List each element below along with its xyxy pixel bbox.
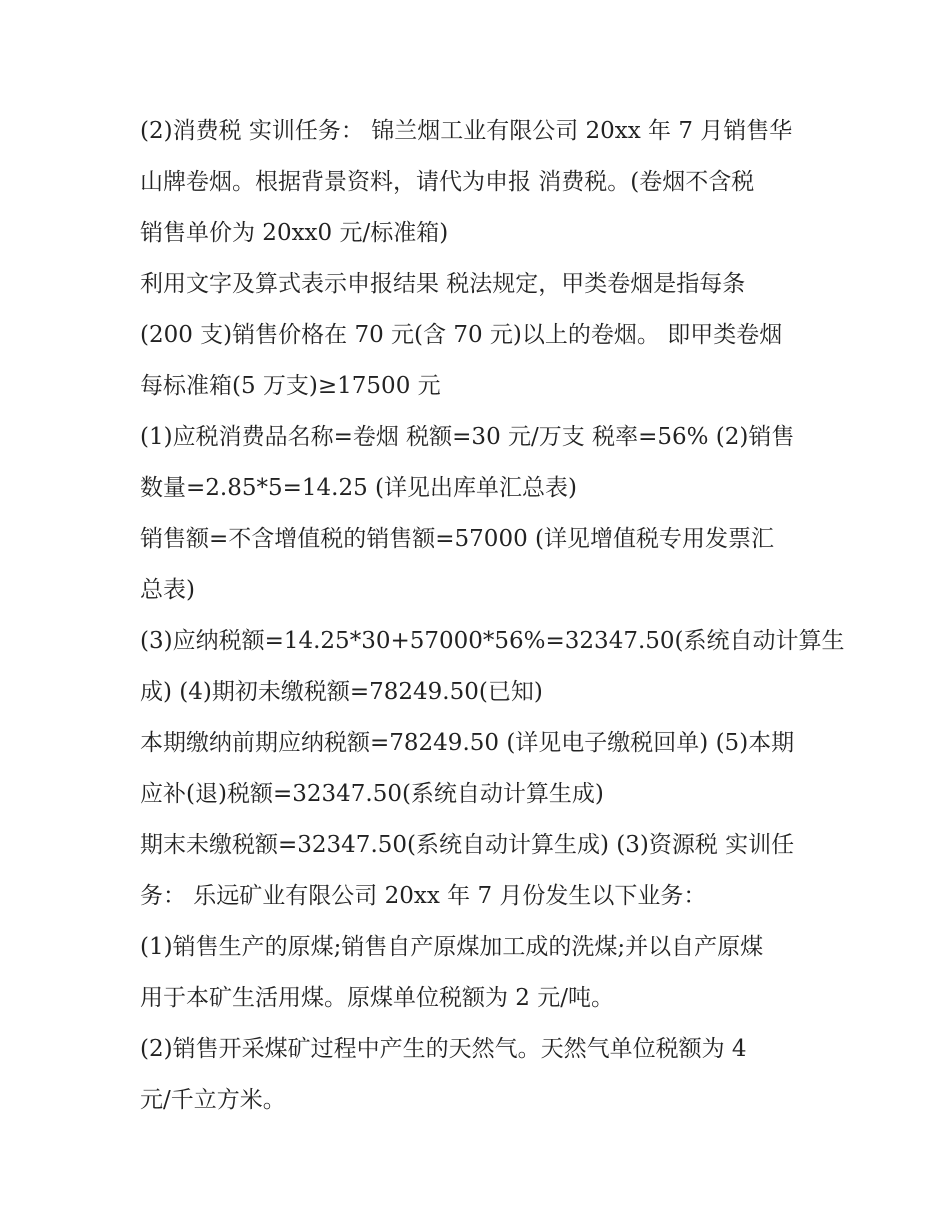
- text-line: (1)销售生产的原煤;销售自产原煤加工成的洗煤;并以自产原煤: [140, 934, 764, 960]
- text-line: 销售额=不含增值税的销售额=57000 (详见增值税专用发票汇: [140, 526, 774, 552]
- text-line: 山牌卷烟。根据背景资料，请代为申报 消费税。(卷烟不含税: [140, 169, 755, 195]
- text-line: 利用文字及算式表示申报结果 税法规定，甲类卷烟是指每条: [140, 271, 746, 297]
- text-line: 每标准箱(5 万支)≥17500 元: [140, 373, 441, 399]
- paragraph-resource-tax-task: [140, 820, 820, 922]
- text-line: (2)销售开采煤矿过程中产生的天然气。天然气单位税额为 4: [140, 1036, 747, 1062]
- paragraph-natural-gas-sales: [140, 1024, 820, 1126]
- text-line: (200 支)销售价格在 70 元(含 70 元)以上的卷烟。 即甲类卷烟: [140, 322, 783, 348]
- paragraph-tax-payable: [140, 616, 845, 718]
- text-line: 元/千立方米。: [140, 1087, 286, 1113]
- text-line: 总表): [140, 577, 195, 603]
- text-line: (3)应纳税额=14.25*30+57000*56%=32347.50(系统自动计算生: [140, 628, 845, 654]
- document-body: [140, 106, 845, 1126]
- text-line: 本期缴纳前期应纳税额=78249.50 (详见电子缴税回单) (5)本期: [140, 730, 795, 756]
- text-line: 期末未缴税额=32347.50(系统自动计算生成) (3)资源税 实训任: [140, 832, 795, 858]
- text-line: 用于本矿生活用煤。原煤单位税额为 2 元/吨。: [140, 985, 615, 1011]
- text-line: 销售单价为 20xx0 元/标准箱): [140, 220, 449, 246]
- paragraph-tax-law-rule: [140, 259, 820, 412]
- text-line: (2)消费税 实训任务： 锦兰烟工业有限公司 20xx 年 7 月销售华: [140, 118, 793, 144]
- text-line: 应补(退)税额=32347.50(系统自动计算生成): [140, 781, 604, 807]
- text-line: (1)应税消费品名称=卷烟 税额=30 元/万支 税率=56% (2)销售: [140, 424, 795, 450]
- text-line: 数量=2.85*5=14.25 (详见出库单汇总表): [140, 475, 577, 501]
- paragraph-coal-sales: [140, 922, 820, 1024]
- paragraph-current-payment: [140, 718, 820, 820]
- paragraph-sales-amount: [140, 514, 820, 616]
- text-line: 务： 乐远矿业有限公司 20xx 年 7 月份发生以下业务：: [140, 883, 707, 909]
- text-line: 成) (4)期初未缴税额=78249.50(已知): [140, 679, 543, 705]
- paragraph-taxable-item: [140, 412, 820, 514]
- paragraph-consumption-tax-task: [140, 106, 820, 259]
